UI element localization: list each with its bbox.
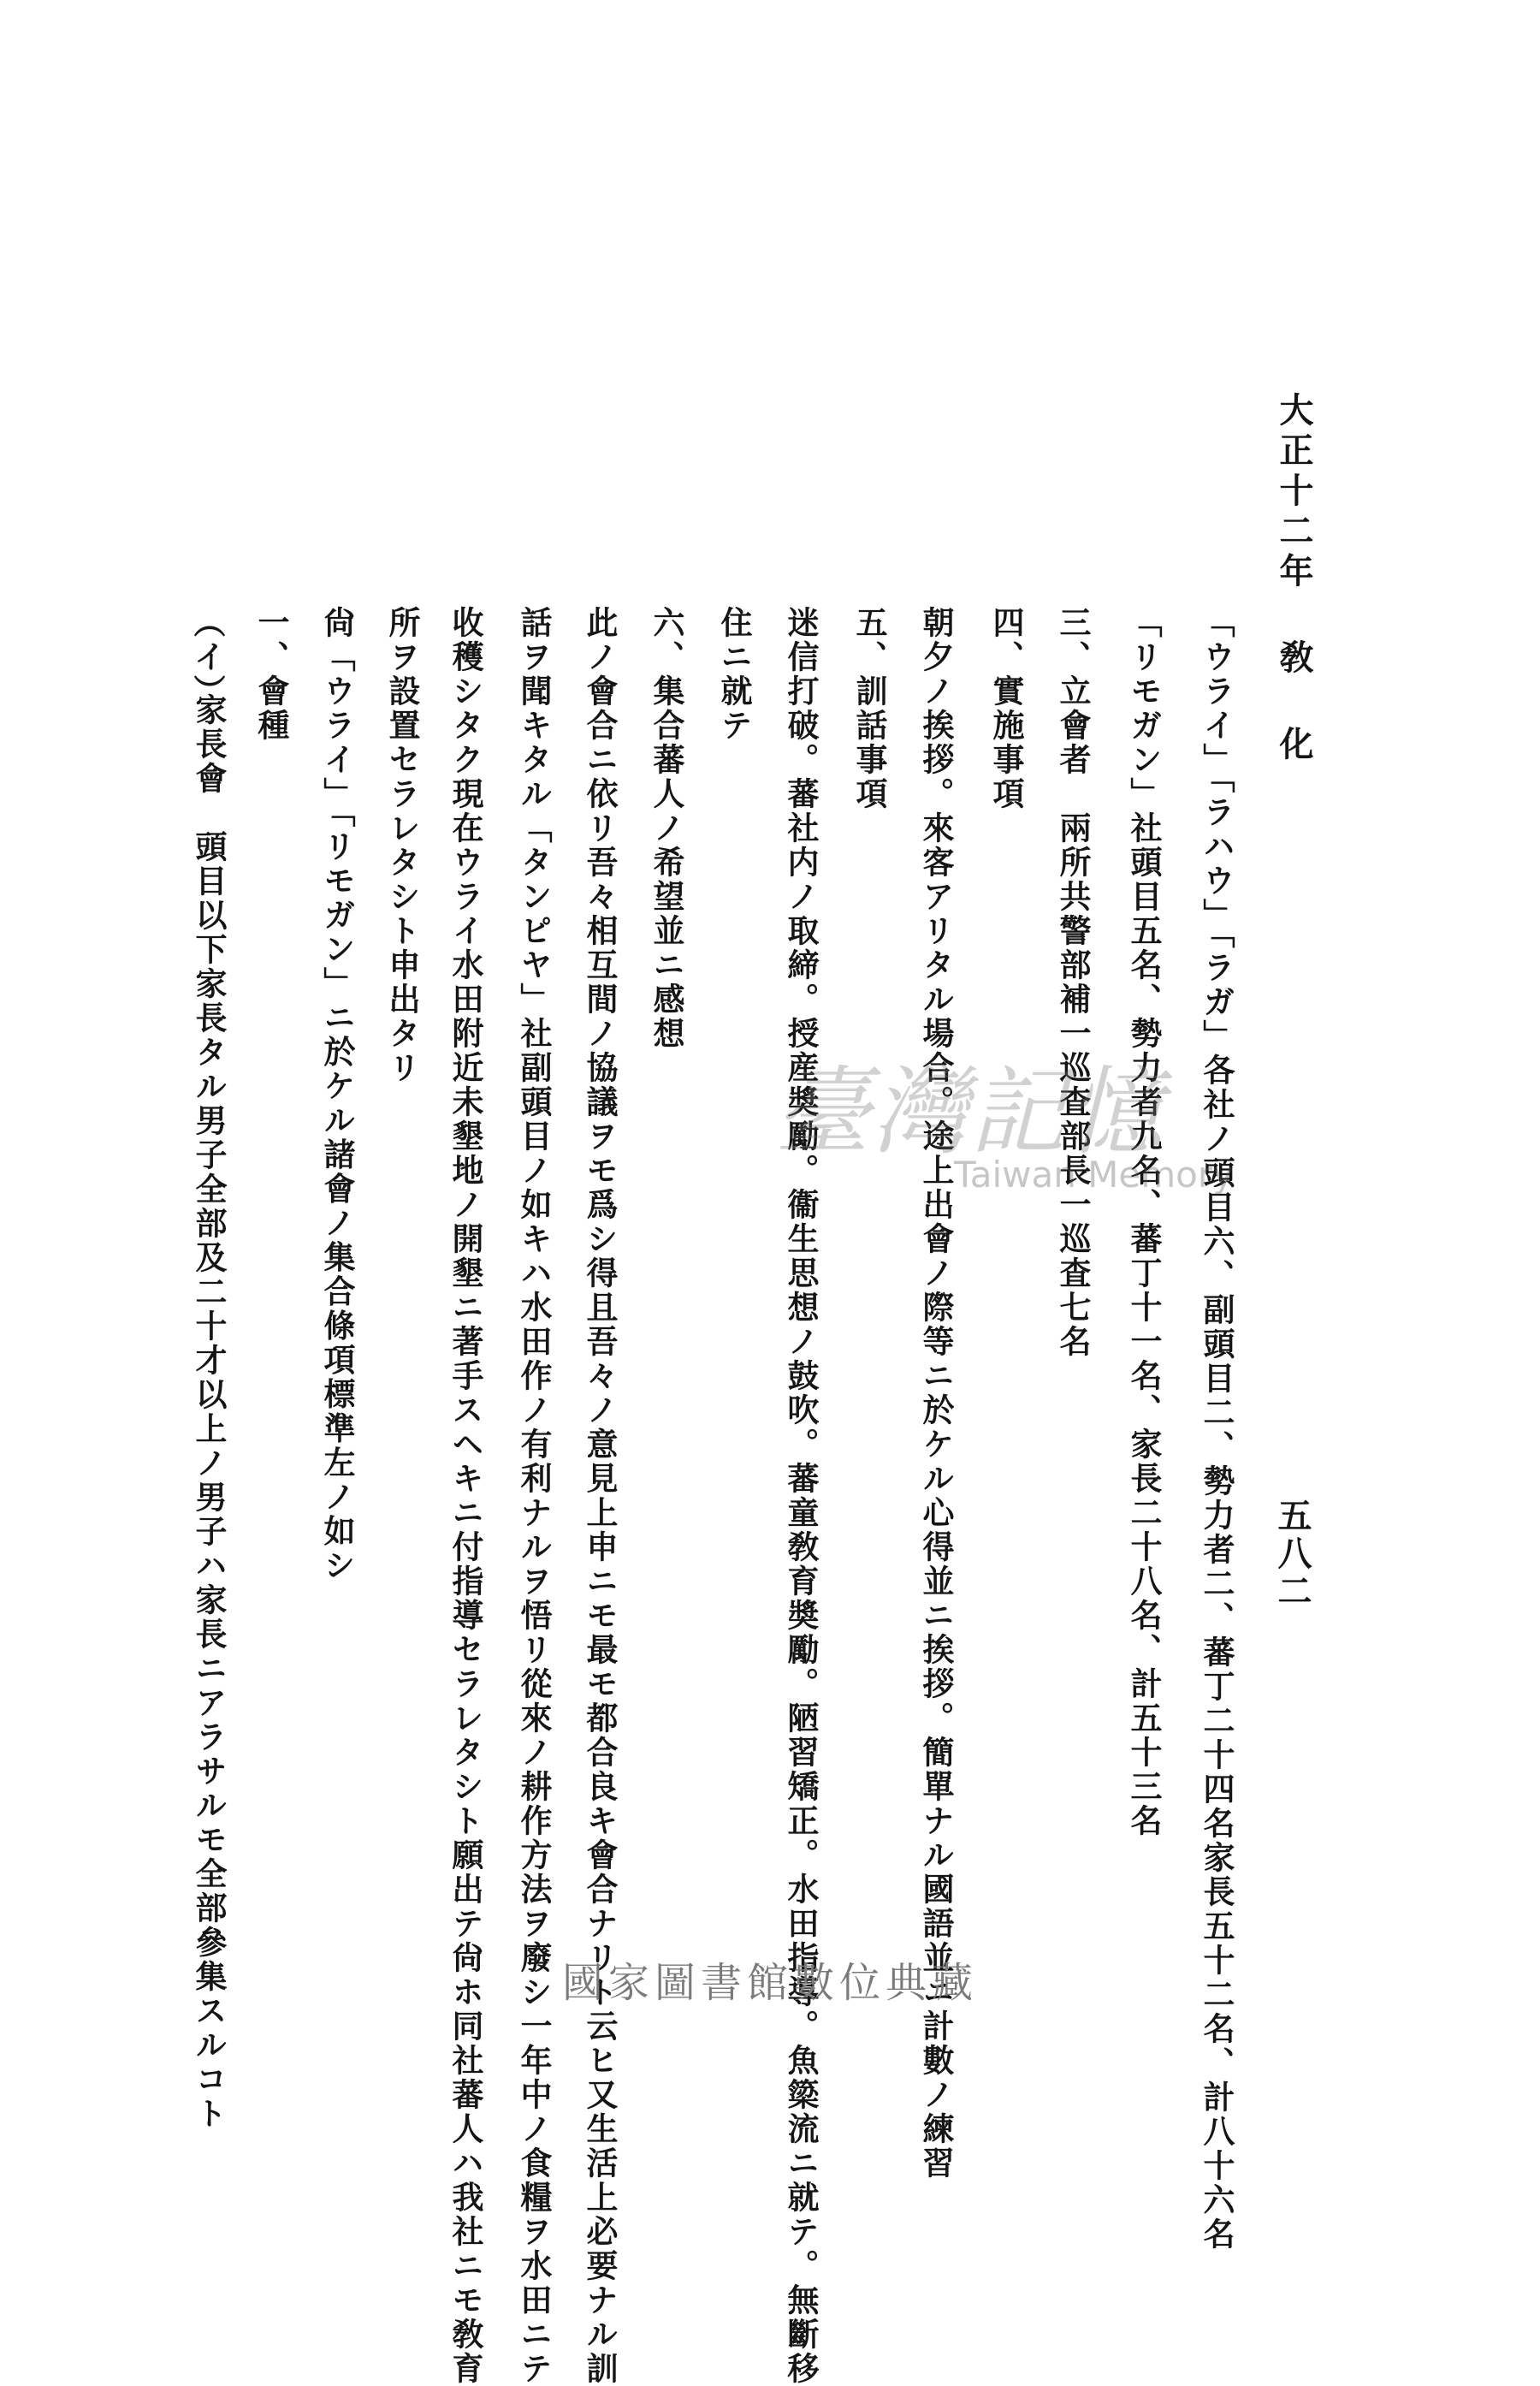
watermark-sub-text: Taiwan Memory bbox=[954, 1154, 1234, 1196]
list-marker-i: （イ） bbox=[188, 606, 226, 709]
text-column-3: 三、立會者 兩所共警部補一巡査部長一巡査七名 bbox=[1054, 606, 1092, 1359]
text-column-2: 「リモガン」社頭目五名、勢力者九名、蕃丁十一名、家長二十八名、計五十三名 bbox=[1125, 606, 1163, 1838]
text-column-12: 收穫シタク現在ウライ水田附近未墾地ノ開墾ニ著手スヘキニ付指導セラレタシト願出テ尙ホ同社蕃人ハ我社ニモ敎育 bbox=[447, 606, 484, 2386]
text-column-10: 此ノ會合ニ依リ吾々相互間ノ協議ヲモ爲シ得且吾々ノ意見上申ニモ最モ都合良キ會合ナリト云ヒ又生活上必要ナル訓 bbox=[581, 606, 619, 2386]
text-column-8: 住ニ就テ bbox=[715, 606, 753, 743]
text-column-13: 所ヲ設置セラレタシト申出タリ bbox=[383, 606, 421, 1085]
text-column-7: 迷信打破。蕃社内ノ取締。授産奬勵。衞生思想ノ鼓吹。蕃童敎育奬勵。陋習矯正。水田指導。魚簗流ニ就テ。無斷移 bbox=[782, 606, 820, 2386]
text-column-5: 朝夕ノ挨拶。來客アリタル場合。途上出會ノ際等ニ於ケル心得並ニ挨拶。簡單ナル國語並ニ計數ノ練習 bbox=[917, 606, 955, 2181]
watermark-main-text: 臺灣記憶 bbox=[774, 1057, 1164, 1168]
text-column-14: 尙「ウライ」「リモガン」ニ於ケル諸會ノ集合條項標準左ノ如シ bbox=[318, 606, 356, 1583]
text-column-11: 話ヲ聞キタル「タンピヤ」社副頭目ノ如キハ水田作ノ有利ナルヲ悟リ從來ノ耕作方法ヲ廢シ一年中ノ食糧ヲ水田ニテ bbox=[515, 606, 553, 2386]
section-heading-6: 六、集合蕃人ノ希望並ニ感想 bbox=[648, 606, 685, 1051]
text-column-household-meeting: 家長會 頭目以下家長タル男子全部及二十才以上ノ男子ハ家長ニアラサルモ全部參集スルコト bbox=[190, 693, 228, 2131]
library-footer: 國家圖書館數位典藏 bbox=[561, 1959, 978, 2007]
section-heading-4: 四、實施事項 bbox=[987, 606, 1025, 811]
section-heading-meeting-types: 一、會種 bbox=[252, 606, 290, 743]
section-heading-5: 五、訓話事項 bbox=[850, 606, 888, 811]
running-header-title: 大正十二年 敎 化 bbox=[1274, 392, 1314, 766]
page-number: 五八二 bbox=[1272, 1498, 1312, 1611]
text-column-1: 「ウライ」「ラハウ」「ラガ」各社ノ頭目六、副頭目二、勢力者二、蕃丁二十四名家長五十二名、計八十六名 bbox=[1198, 606, 1235, 2252]
